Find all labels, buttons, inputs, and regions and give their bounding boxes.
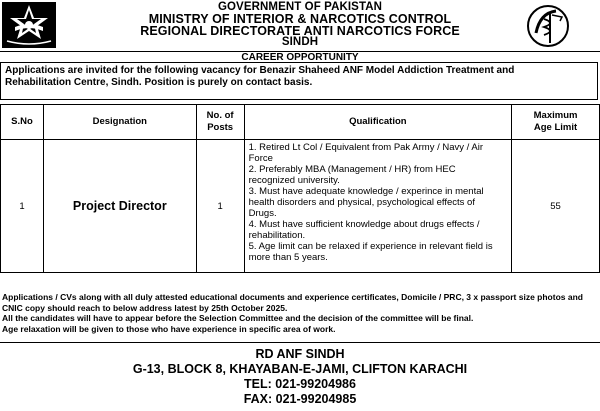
region-title: SINDH xyxy=(281,36,319,48)
cell-posts: 1 xyxy=(196,140,244,273)
header-posts-line-2: Posts xyxy=(207,122,234,133)
header-age-line-2: Age Limit xyxy=(533,122,578,133)
cell-qualification xyxy=(244,140,511,273)
anf-emblem-icon xyxy=(1,1,57,49)
address-street: G-13, BLOCK 8, KHAYABAN-E-JAMI, CLIFTON KARACHI xyxy=(132,362,468,376)
note-line: All the candidates will have to appear before the Selection Committee and the decision of the committee will be final. xyxy=(2,313,474,323)
letterhead xyxy=(0,0,600,50)
intro-line-1: Applications are invited for the following vacancy for Benazir Shaheed ANF Model Addiction Treatment and xyxy=(5,65,515,76)
note-line: Age relaxation will be given to those who have experience in specific area of work. xyxy=(2,323,336,334)
note-line: CNIC copy should reach to below address latest by 25th October 2025. xyxy=(2,302,288,313)
header-age-line-1: Maximum xyxy=(533,110,578,121)
application-notes xyxy=(2,292,598,334)
header-designation: Designation xyxy=(43,105,196,140)
header-age-limit xyxy=(512,105,600,140)
qualification-line: 3. Must have adequate knowledge / experince in mental xyxy=(248,186,484,197)
table-row xyxy=(1,140,600,273)
address-divider xyxy=(0,342,600,343)
rehab-centre-logo-icon xyxy=(522,3,574,49)
header-sno: S.No xyxy=(1,105,44,140)
vacancy-table xyxy=(0,104,600,273)
qualification-line: rehabilitation. xyxy=(248,230,306,241)
qualification-line: 1. Retired Lt Col / Equivalent from Pak Army / Navy / Air xyxy=(248,142,484,153)
intro-line-2: Rehabilitation Centre, Sindh. Position is purely on contact basis. xyxy=(5,77,313,88)
intro-paragraph xyxy=(0,62,598,100)
address-fax: FAX: 021-99204985 xyxy=(243,392,357,406)
table-header-row xyxy=(1,105,600,140)
cell-sno: 1 xyxy=(1,140,44,273)
header-posts-line-1: No. of xyxy=(206,110,234,121)
qualification-line: 4. Must have sufficient knowledge about drugs effects / xyxy=(248,219,480,230)
qualification-line: recognized university. xyxy=(248,175,340,186)
qualification-line: 5. Age limit can be relaxed if experience in relevant field is xyxy=(248,241,493,252)
career-opportunity-heading: CAREER OPPORTUNITY xyxy=(0,51,600,63)
cell-age-limit: 55 xyxy=(512,140,600,273)
header-qualification: Qualification xyxy=(244,105,511,140)
ministry-title: MINISTRY OF INTERIOR & NARCOTICS CONTROL xyxy=(148,12,452,26)
letterhead-titles xyxy=(80,2,520,48)
qualification-line: Drugs. xyxy=(248,208,277,219)
cell-designation: Project Director xyxy=(43,140,196,273)
directorate-title: REGIONAL DIRECTORATE ANTI NARCOTICS FORCE xyxy=(140,24,460,38)
header-posts xyxy=(196,105,244,140)
qualification-line: 2. Preferably MBA (Management / HR) from HEC xyxy=(248,164,456,175)
qualification-line: more than 5 years. xyxy=(248,252,328,263)
note-line: Applications / CVs along with all duly attested educational documents and experience certificates, Domicile / PRC, 3 x passport size photos and xyxy=(2,292,583,302)
qualification-line: health disorders and physical, psychological effects of xyxy=(248,197,475,208)
contact-address xyxy=(0,347,600,407)
address-telephone: TEL: 021-99204986 xyxy=(244,377,356,391)
address-office: RD ANF SINDH xyxy=(255,347,345,361)
qualification-line: Force xyxy=(248,153,273,164)
government-title: GOVERNMENT OF PAKISTAN xyxy=(217,1,383,13)
